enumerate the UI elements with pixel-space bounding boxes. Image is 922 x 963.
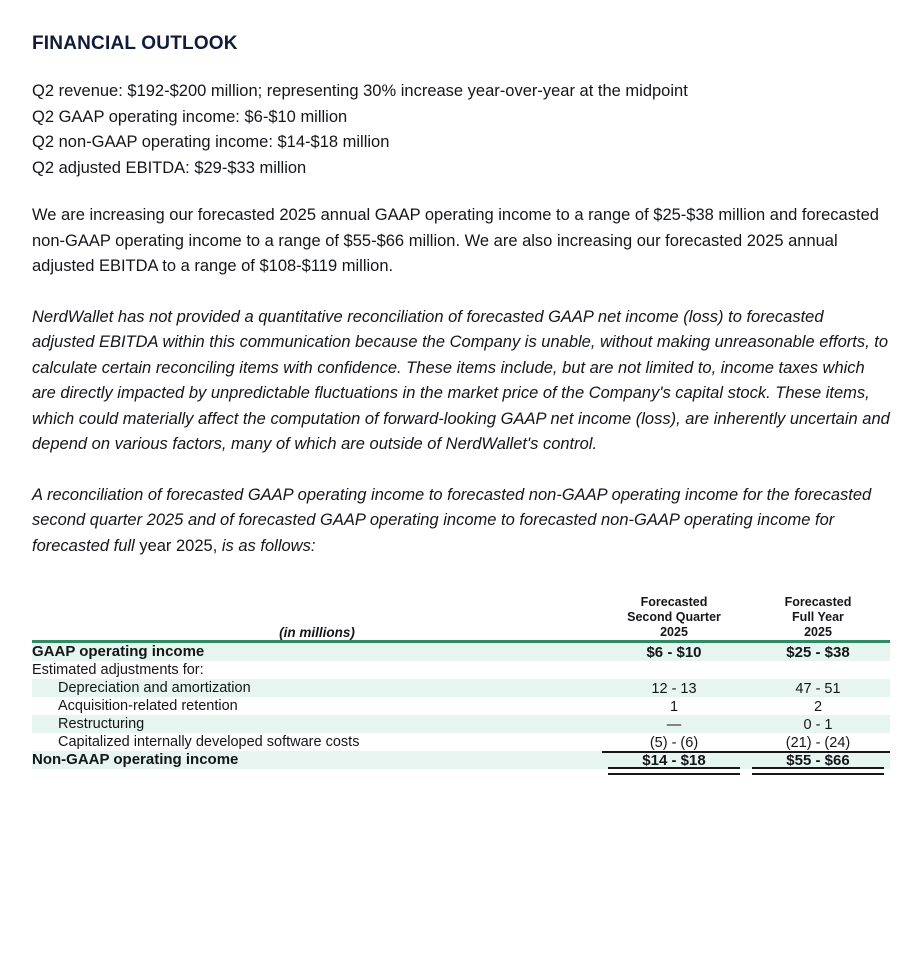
header-line-1: Forecasted bbox=[640, 595, 708, 609]
row-value-fy: (21) - (24) bbox=[746, 733, 890, 751]
row-value-fy: $55 - $66 bbox=[746, 751, 890, 769]
header-line-1: Forecasted bbox=[784, 595, 852, 609]
column-header-full-year bbox=[746, 595, 890, 642]
lead-roman-part: year 2025, bbox=[134, 536, 218, 555]
bullet-line-revenue: Q2 revenue: $192-$200 million; representing 30% increase year-over-year at the midpoint bbox=[32, 82, 688, 100]
table-row bbox=[32, 715, 890, 733]
header-line-2: Second Quarter bbox=[627, 610, 721, 624]
table-row bbox=[32, 642, 890, 662]
row-value-q2: 12 - 13 bbox=[602, 679, 746, 697]
units-label: (in millions) bbox=[32, 595, 602, 642]
lead-italic-part-one: A reconciliation of forecasted GAAP operating income to forecasted non-GAAP operating income for the forecasted second quarter 2025 and of forecasted GAAP operating income to forecasted non-GAAP operating income for forecasted full bbox=[32, 485, 872, 555]
table-body bbox=[32, 642, 890, 770]
table-row-total bbox=[32, 751, 890, 769]
table-row bbox=[32, 697, 890, 715]
paragraph-reconciliation-lead bbox=[32, 483, 890, 560]
row-value-q2: $14 - $18 bbox=[602, 751, 746, 769]
row-value-q2: $6 - $10 bbox=[602, 642, 746, 662]
paragraph-disclaimer: NerdWallet has not provided a quantitative reconciliation of forecasted GAAP net income (loss) to forecasted adjusted EBITDA within this communication because the Company is unable, without making unreasonable efforts, to calculate certain reconciling items with confidence. These items include, but are not limited to, income taxes which are directly impacted by unpredictable fluctuations in the market price of the Company's capital stock. These items, which could materially affect the computation of forward-looking GAAP net income (loss), are inherently uncertain and depend on various factors, many of which are outside of NerdWallet's control. bbox=[32, 307, 890, 453]
table-header bbox=[32, 595, 890, 642]
row-value-fy: 47 - 51 bbox=[746, 679, 890, 697]
row-value-fy: 0 - 1 bbox=[746, 715, 890, 733]
row-label-non-gaap-operating-income: Non-GAAP operating income bbox=[32, 751, 602, 769]
row-label-estimated-adjustments: Estimated adjustments for: bbox=[32, 661, 602, 679]
row-label-restructuring: Restructuring bbox=[32, 715, 602, 733]
row-value-fy: 2 bbox=[746, 697, 890, 715]
table-row bbox=[32, 679, 890, 697]
row-value-q2: 1 bbox=[602, 697, 746, 715]
header-line-3: 2025 bbox=[660, 625, 688, 639]
document-page bbox=[0, 33, 922, 769]
row-value-fy bbox=[746, 661, 890, 679]
column-header-second-quarter bbox=[602, 595, 746, 642]
paragraph-guidance: We are increasing our forecasted 2025 annual GAAP operating income to a range of $25-$38 million and forecasted non-GAAP operating income to a range of $55-$66 million. We are also increasing our forecasted 2025 annual adjusted EBITDA to a range of $108-$119 million. bbox=[32, 206, 879, 275]
bullet-line-gaap-operating-income: Q2 GAAP operating income: $6-$10 million bbox=[32, 107, 348, 126]
row-label-gaap-operating-income: GAAP operating income bbox=[32, 642, 602, 662]
row-label-depreciation-amortization: Depreciation and amortization bbox=[32, 679, 602, 697]
row-label-capitalized-software-costs: Capitalized internally developed software costs bbox=[32, 733, 602, 751]
row-label-acquisition-related-retention: Acquisition-related retention bbox=[32, 697, 602, 715]
table-header-row bbox=[32, 595, 890, 642]
outlook-bullet-list bbox=[32, 79, 890, 181]
table-row bbox=[32, 661, 890, 679]
lead-italic-part-two: is as follows: bbox=[217, 536, 316, 555]
row-value-q2: — bbox=[602, 715, 746, 733]
page-title: FINANCIAL OUTLOOK bbox=[32, 33, 238, 54]
row-value-q2: (5) - (6) bbox=[602, 733, 746, 751]
bullet-line-non-gaap-operating-income: Q2 non-GAAP operating income: $14-$18 million bbox=[32, 133, 390, 151]
row-value-fy: $25 - $38 bbox=[746, 642, 890, 662]
header-line-3: 2025 bbox=[804, 625, 832, 639]
reconciliation-table bbox=[32, 595, 890, 769]
bullet-line-adjusted-ebitda: Q2 adjusted EBITDA: $29-$33 million bbox=[32, 158, 307, 177]
table-row bbox=[32, 733, 890, 751]
row-value-q2 bbox=[602, 661, 746, 679]
header-line-2: Full Year bbox=[792, 610, 844, 624]
